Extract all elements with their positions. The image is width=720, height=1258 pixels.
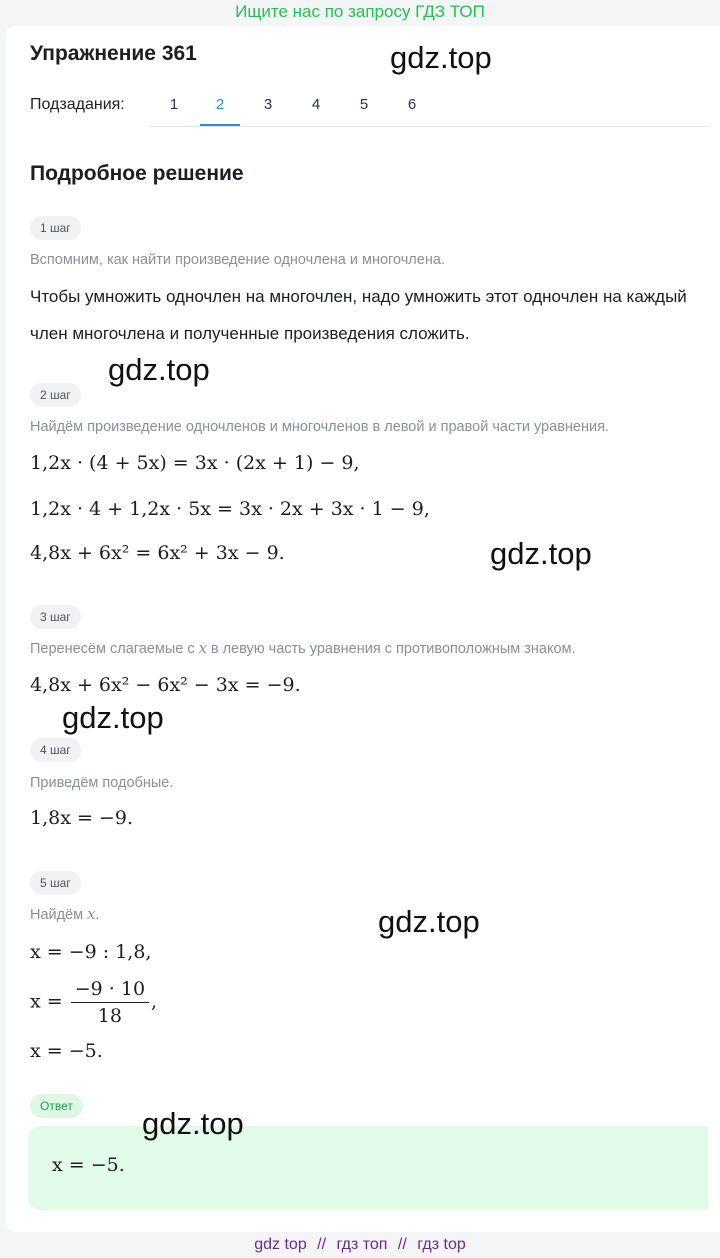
subtask-tab-4[interactable]: 4 [311, 96, 321, 113]
solution-card [6, 26, 720, 1232]
math-fraction-line [30, 976, 157, 1029]
subtask-tab-6[interactable]: 6 [407, 96, 417, 113]
section-title: Подробное решение [30, 162, 244, 185]
math-line: 1,8x = −9. [30, 807, 133, 829]
subtask-tabs [150, 88, 710, 127]
step-hint [30, 641, 576, 657]
math-line: 4,8x + 6x² = 6x² + 3x − 9. [30, 542, 285, 564]
math-lhs: x = [30, 990, 63, 1013]
subtask-tab-3[interactable]: 3 [263, 96, 273, 113]
answer-value: x = −5. [52, 1154, 125, 1176]
fraction-denominator: 18 [97, 1005, 122, 1027]
step-badge: 2 шаг [30, 383, 81, 407]
step-hint: Вспомним, как найти произведение одночлена и многочлена. [30, 252, 445, 268]
watermark: gdz.top [378, 904, 480, 939]
watermark: gdz.top [142, 1106, 244, 1141]
hint-text: в левую часть уравнения с противоположным знаком. [206, 641, 576, 657]
fraction [71, 976, 149, 1029]
subtask-tab-5[interactable]: 5 [359, 96, 369, 113]
subtask-tab-2[interactable]: 2 [200, 88, 240, 126]
footer-separator: // [397, 1236, 407, 1253]
footer-link[interactable]: гдз top [417, 1236, 466, 1253]
top-banner: Ищите нас по запросу ГДЗ ТОП [235, 2, 485, 21]
hint-variable: x [87, 907, 96, 923]
watermark: gdz.top [490, 536, 592, 571]
step-badge: 5 шаг [30, 871, 81, 895]
step-badge: 3 шаг [30, 605, 81, 629]
watermark: gdz.top [62, 700, 164, 735]
step-badge: 4 шаг [30, 738, 81, 762]
footer-separator: // [317, 1236, 327, 1253]
step-badge: 1 шаг [30, 216, 81, 240]
math-line: 4,8x + 6x² − 6x² − 3x = −9. [30, 674, 301, 696]
answer-badge: Ответ [30, 1094, 83, 1118]
math-line: x = −5. [30, 1040, 103, 1062]
footer [0, 1232, 720, 1258]
math-line: x = −9 : 1,8, [30, 941, 152, 963]
step-text: Чтобы умножить одночлен на многочлен, надо умножить этот одночлен на каждый член многочлена и полученные произведения сложить. [30, 287, 687, 343]
subtask-tab-1[interactable]: 1 [169, 96, 179, 113]
footer-link[interactable]: gdz top [254, 1236, 307, 1253]
exercise-title: Упражнение 361 [30, 42, 197, 65]
math-line: 1,2x · 4 + 1,2x · 5x = 3x · 2x + 3x · 1 − 9, [30, 498, 430, 520]
footer-link[interactable]: гдз топ [336, 1236, 388, 1253]
hint-variable: x [198, 641, 207, 657]
answer-box [28, 1126, 708, 1210]
math-line: 1,2x · (4 + 5x) = 3x · (2x + 1) − 9, [30, 452, 360, 474]
hint-text: Перенесём слагаемые с [30, 641, 199, 657]
step-hint: Найдём произведение одночленов и многочленов в левой и правой части уравнения. [30, 419, 609, 435]
step-hint: Приведём подобные. [30, 775, 174, 791]
math-tail: , [151, 990, 158, 1013]
subtasks-label: Подзадания: [30, 96, 125, 113]
step-hint [30, 907, 99, 923]
fraction-numerator: −9 · 10 [71, 976, 149, 1003]
watermark: gdz.top [390, 40, 492, 75]
hint-text: . [95, 907, 100, 923]
watermark: gdz.top [108, 352, 210, 387]
hint-text: Найдём [30, 907, 88, 923]
